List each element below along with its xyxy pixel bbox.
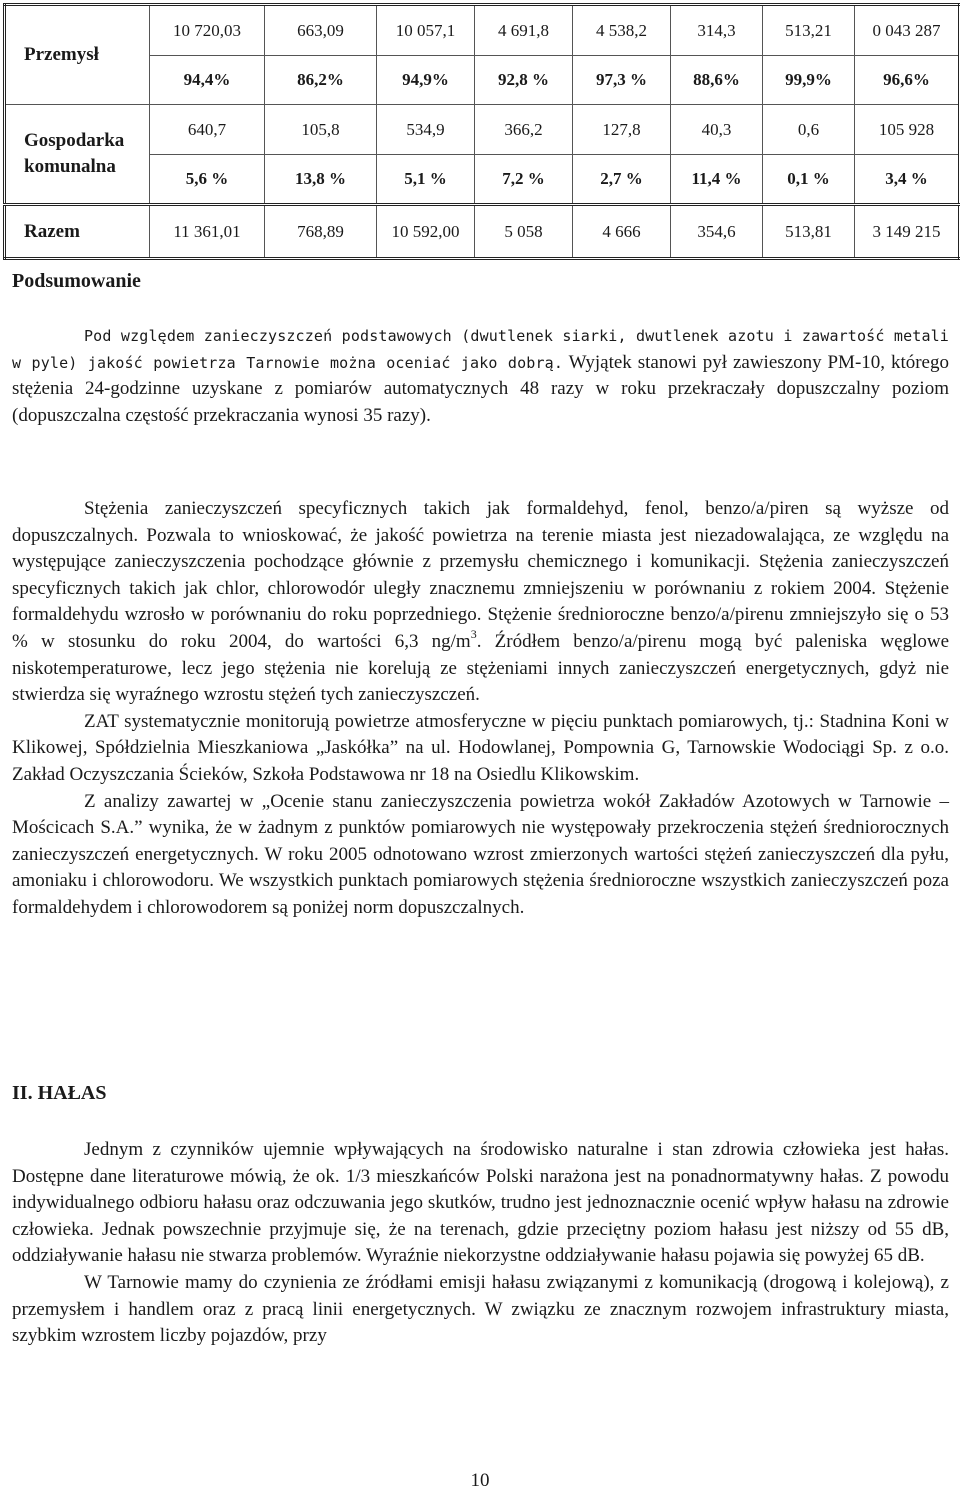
table-cell: 2,7 % <box>573 155 671 205</box>
table-cell: 663,09 <box>265 5 377 56</box>
table-cell: 314,3 <box>671 5 763 56</box>
table-cell: 86,2% <box>265 56 377 105</box>
table-cell: 534,9 <box>377 105 475 155</box>
summary-heading: Podsumowanie <box>12 270 141 292</box>
table-cell: 354,6 <box>671 205 763 259</box>
table-cell: 5,6 % <box>150 155 265 205</box>
table-row <box>5 205 960 259</box>
table-cell: 96,6% <box>855 56 960 105</box>
table-cell: 0,1 % <box>763 155 855 205</box>
table-cell: 3,4 % <box>855 155 960 205</box>
table-cell: 4 666 <box>573 205 671 259</box>
table-row <box>5 5 960 56</box>
table-cell: 0 043 287 <box>855 5 960 56</box>
summary-paragraph-1-rest: Wyjątek stanowi pył zawieszony PM-10, którego stężenia 24-godzinne uzyskane z pomiarów automatycznych 48 razy w roku przekraczały dopuszczalny poziom (dopuszczalna częstość przekraczania wynosi 35 razy). <box>12 351 949 426</box>
emissions-table <box>3 3 960 260</box>
table-cell: 513,21 <box>763 5 855 56</box>
table-cell: 127,8 <box>573 105 671 155</box>
table-cell: 94,9% <box>377 56 475 105</box>
table-cell: 5 058 <box>475 205 573 259</box>
emissions-table-container <box>3 3 958 260</box>
summary-section <box>12 323 949 429</box>
table-cell: 5,1 % <box>377 155 475 205</box>
row-label: Razem <box>5 205 150 259</box>
table-cell: 3 149 215 <box>855 205 960 259</box>
table-cell: 366,2 <box>475 105 573 155</box>
table-cell: 768,89 <box>265 205 377 259</box>
row-label: Gospodarka komunalna <box>5 105 150 205</box>
table-cell: 88,6% <box>671 56 763 105</box>
table-cell: 99,9% <box>763 56 855 105</box>
table-cell: 97,3 % <box>573 56 671 105</box>
table-cell: 94,4% <box>150 56 265 105</box>
summary-paragraph-3: ZAT systematycznie monitorują powietrze atmosferyczne w pięciu punktach pomiarowych, tj.: Stadnina Koni w Klikowej, Spółdzielnia Mieszkaniowa „Jaskółka” na ul. Hodowlanej, Pompownia G, Tarnowskie Wodociągi Sp. z o.o. Zakład Oczyszczania Ścieków, Szkoła Podstawowa nr 18 na Osiedlu Klikowskim. <box>12 710 949 785</box>
noise-paragraph-1: Jednym z czynników ujemnie wpływających na środowisko naturalne i stan zdrowia człowieka jest hałas. Dostępne dane literaturowe mówią, że ok. 1/3 mieszkańców Polski narażona jest na ponadnormatywny hałas. Z powodu indywidualnego odbioru hałasu oraz odczuwania jego skutków, trudno jest jednoznacznie ocenić wpływ hałasu na zdrowie człowieka. Jednak powszechnie przyjmuje się, że na terenach, gdzie przeciętny poziom hałasu jest niższy od 55 dB, oddziaływanie hałasu nie stwarza problemów. Wyraźnie niekorzystne oddziaływanie hałasu pojawia się powyżej 65 dB. <box>12 1139 949 1267</box>
table-cell: 105 928 <box>855 105 960 155</box>
table-cell: 10 720,03 <box>150 5 265 56</box>
page-number: 10 <box>470 1470 490 1491</box>
summary-section-2 <box>12 496 949 922</box>
table-cell: 40,3 <box>671 105 763 155</box>
table-cell: 11,4 % <box>671 155 763 205</box>
summary-paragraph-2-text: Stężenia zanieczyszczeń specyficznych takich jak formaldehyd, fenol, benzo/a/piren są wyższe od dopuszczalnych. Pozwala to wnioskować, że jakość powietrza na terenie miasta jest niezadowalająca, ze względu na występujące zanieczyszczenia pochodzące głównie z przemysłu chemicznego i komunikacji. Stężenia zanieczyszczeń specyficznych takich jak chlor, chlorowodór uległy znacznemu zmniejszeniu w porównaniu z rokiem 2004. Stężenie formaldehydu wzrosło w porównaniu do roku poprzedniego. Stężenie średnioroczne benzo/a/pirenu zmniejszyło się o 53 % w stosunku do roku 2004, do wartości 6,3 ng/m <box>12 498 949 652</box>
superscript: 3 <box>470 626 477 641</box>
summary-paragraph-4: Z analizy zawartej w „Ocenie stanu zanieczyszczenia powietrza wokół Zakładów Azotowych w Tarnowie – Mościcach S.A.” wynika, że w żadnym z punktów pomiarowych nie występowały przekroczenia stężeń średniorocznych zanieczyszczeń energetycznych. W roku 2005 odnotowano wzrost zmierzonych wartości stężeń zanieczyszczeń dla pyłu, amoniaku i chlorowodoru. We wszystkich punktach pomiarowych stężenia średnioroczne wszystkich zanieczyszczeń poza formaldehydem i chlorowodorem są poniżej norm dopuszczalnych. <box>12 790 949 918</box>
summary-paragraph-1-lead: Pod względem zanieczyszczeń podstawowych (dwutlenek siarki, dwutlenek azotu i zawartość metali w pyle) jakość powietrza Tarnowie można oceniać jako dobrą. <box>12 327 949 372</box>
table-cell: 11 361,01 <box>150 205 265 259</box>
table-cell: 10 592,00 <box>377 205 475 259</box>
summary-paragraph-2-end: . Źródłem benzo/a/pirenu mogą być paleniska węglowe niskotemperaturowe, lecz jego stężenia nie korelują ze stężeniami innych zanieczyszczeń energetycznych, gdyż nie stwierdza się wyraźnego wzrostu stężeń tych zanieczyszczeń. <box>12 630 949 706</box>
table-row <box>5 105 960 155</box>
table-cell: 13,8 % <box>265 155 377 205</box>
table-cell: 4 691,8 <box>475 5 573 56</box>
table-cell: 513,81 <box>763 205 855 259</box>
table-cell: 0,6 <box>763 105 855 155</box>
table-cell: 10 057,1 <box>377 5 475 56</box>
table-cell: 4 538,2 <box>573 5 671 56</box>
table-cell: 7,2 % <box>475 155 573 205</box>
summary-paragraph-2 <box>12 496 949 709</box>
row-label: Przemysł <box>5 5 150 105</box>
table-cell: 640,7 <box>150 105 265 155</box>
noise-heading: II. HAŁAS <box>12 1082 107 1104</box>
noise-section <box>12 1137 949 1350</box>
noise-paragraph-2: W Tarnowie mamy do czynienia ze źródłami emisji hałasu związanymi z komunikacją (drogową i kolejową), z przemysłem i handlem oraz z pracą linii energetycznych. W związku ze znacznym rozwojem infrastruktury miasta, szybkim wzrostem liczby pojazdów, przy <box>12 1271 949 1347</box>
summary-paragraph-1 <box>12 323 949 429</box>
table-cell: 105,8 <box>265 105 377 155</box>
table-cell: 92,8 % <box>475 56 573 105</box>
